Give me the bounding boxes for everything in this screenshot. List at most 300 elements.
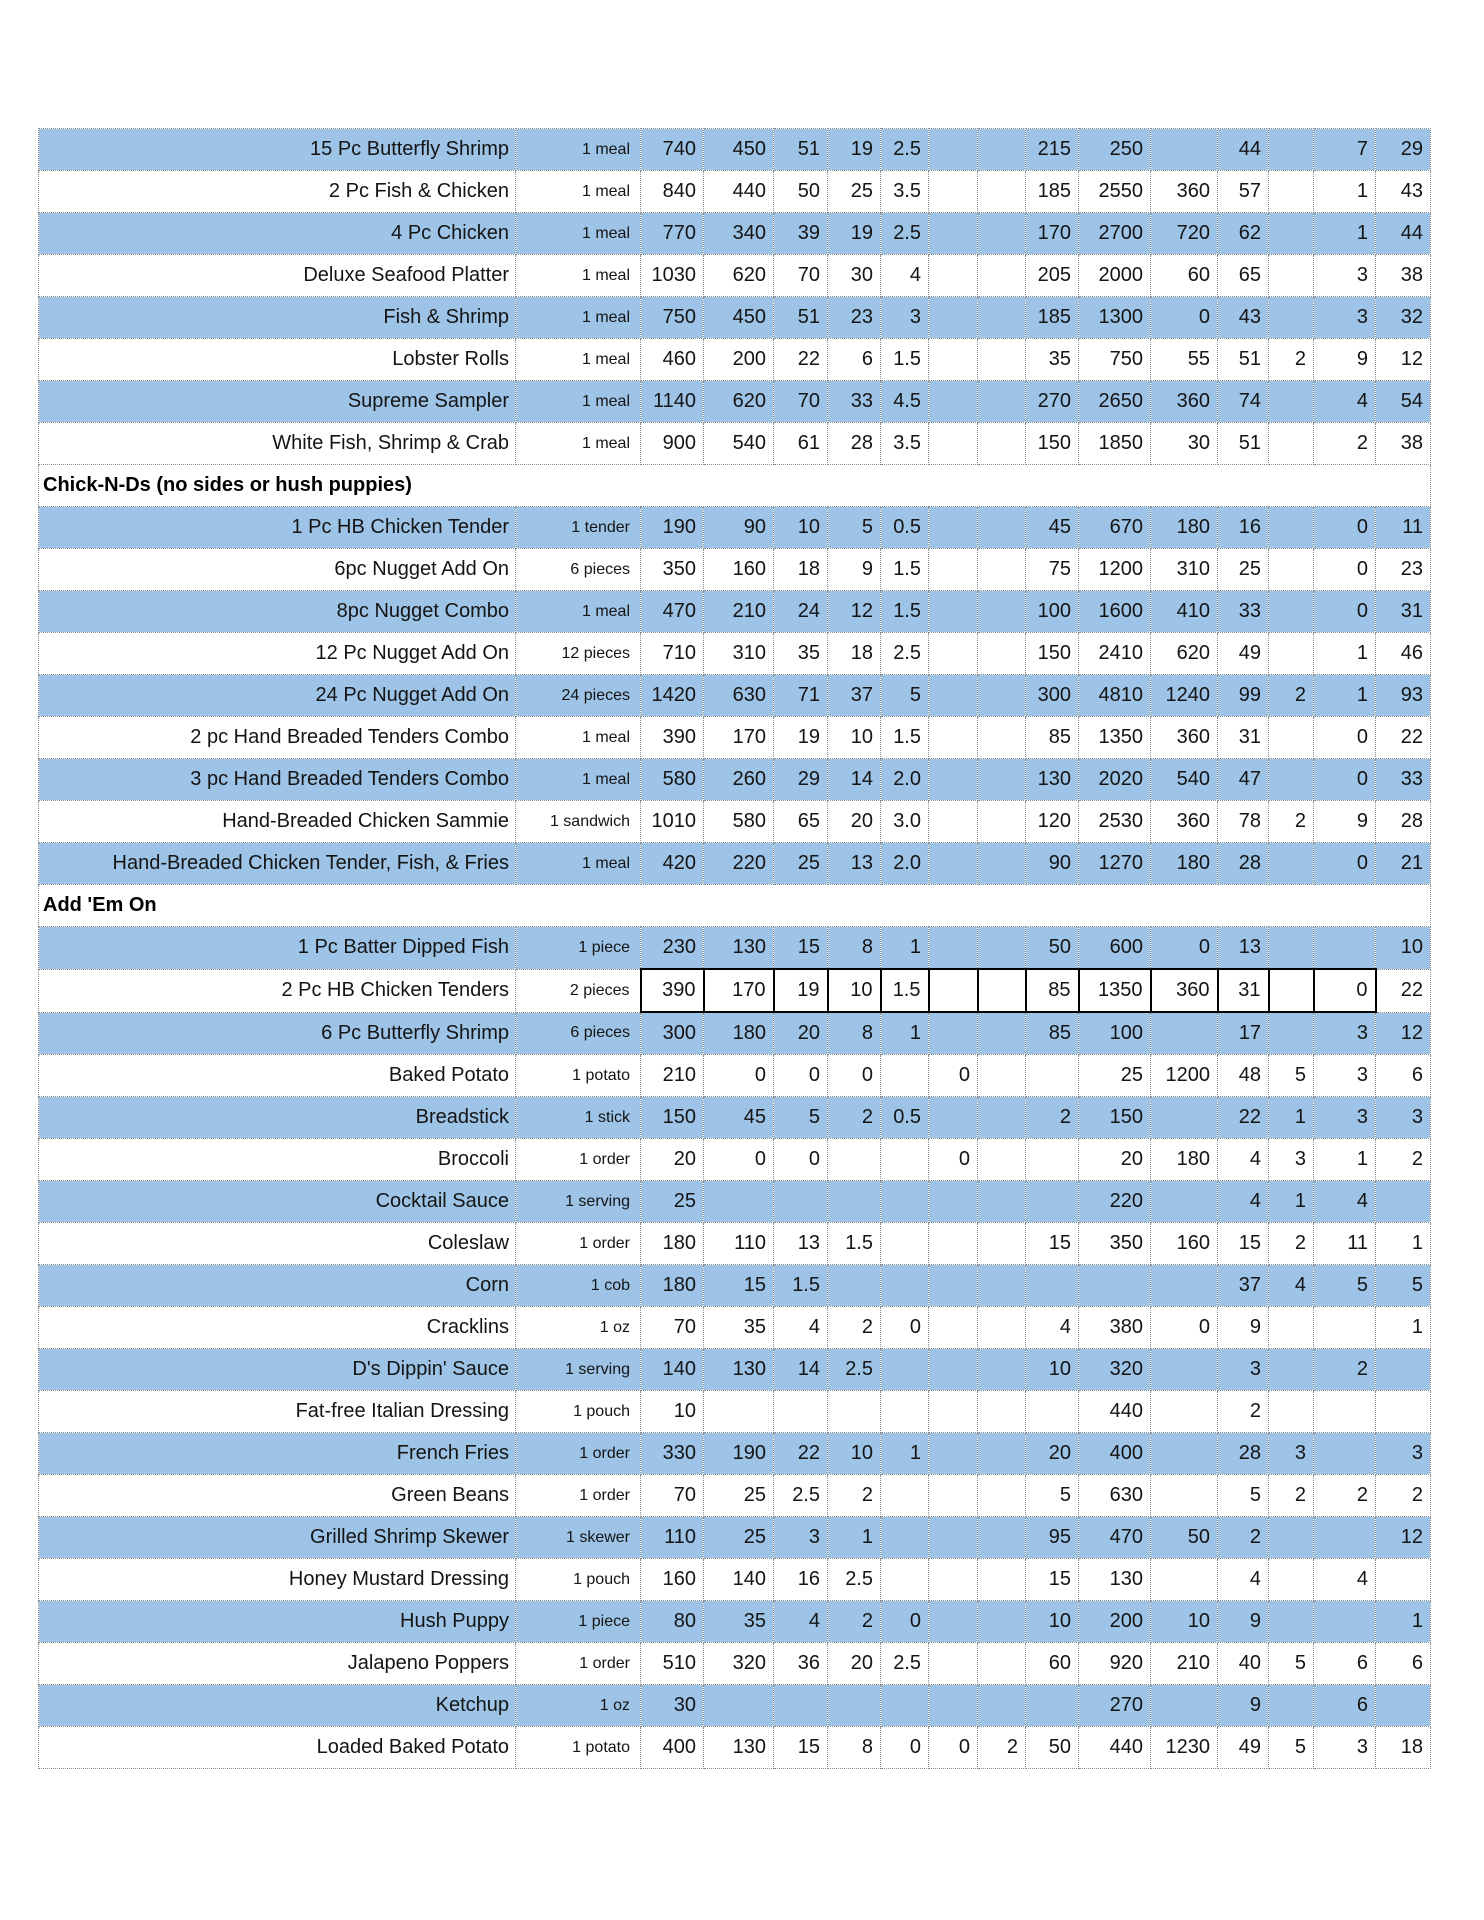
value-cell[interactable]: 0: [774, 1139, 828, 1181]
value-cell[interactable]: 750: [641, 297, 704, 339]
value-cell[interactable]: 3: [1376, 1097, 1431, 1139]
value-cell[interactable]: 44: [1218, 129, 1269, 171]
value-cell[interactable]: 1600: [1079, 591, 1151, 633]
value-cell[interactable]: 15: [1218, 1223, 1269, 1265]
value-cell[interactable]: 3: [1218, 1349, 1269, 1391]
value-cell[interactable]: 9: [1218, 1685, 1269, 1727]
value-cell[interactable]: 360: [1151, 717, 1218, 759]
value-cell[interactable]: [929, 1307, 978, 1349]
value-cell[interactable]: 0: [1314, 759, 1376, 801]
value-cell[interactable]: 190: [704, 1433, 774, 1475]
value-cell[interactable]: 19: [774, 717, 828, 759]
value-cell[interactable]: [978, 255, 1026, 297]
value-cell[interactable]: 2.5: [881, 129, 929, 171]
value-cell[interactable]: [1314, 927, 1376, 970]
serving-size-cell[interactable]: 1 order: [516, 1139, 641, 1181]
value-cell[interactable]: [929, 1433, 978, 1475]
value-cell[interactable]: 70: [641, 1307, 704, 1349]
value-cell[interactable]: 160: [704, 549, 774, 591]
value-cell[interactable]: 38: [1376, 423, 1431, 465]
value-cell[interactable]: 130: [1079, 1559, 1151, 1601]
item-name-cell[interactable]: Coleslaw: [39, 1223, 516, 1265]
value-cell[interactable]: [978, 1181, 1026, 1223]
value-cell[interactable]: [978, 1265, 1026, 1307]
value-cell[interactable]: 45: [704, 1097, 774, 1139]
value-cell[interactable]: 3: [1314, 297, 1376, 339]
value-cell[interactable]: [1151, 1012, 1218, 1055]
value-cell[interactable]: 22: [774, 1433, 828, 1475]
value-cell[interactable]: 46: [1376, 633, 1431, 675]
serving-size-cell[interactable]: 1 cob: [516, 1265, 641, 1307]
value-cell[interactable]: [881, 1559, 929, 1601]
value-cell[interactable]: 1350: [1079, 717, 1151, 759]
value-cell[interactable]: 28: [1218, 843, 1269, 885]
value-cell[interactable]: 210: [1151, 1643, 1218, 1685]
value-cell[interactable]: 5: [1269, 1055, 1314, 1097]
value-cell[interactable]: 29: [774, 759, 828, 801]
value-cell[interactable]: 12: [828, 591, 881, 633]
value-cell[interactable]: 28: [1218, 1433, 1269, 1475]
value-cell[interactable]: 340: [704, 213, 774, 255]
value-cell[interactable]: 2: [828, 1601, 881, 1643]
value-cell[interactable]: 2: [1314, 1475, 1376, 1517]
item-name-cell[interactable]: 15 Pc Butterfly Shrimp: [39, 129, 516, 171]
value-cell[interactable]: 140: [704, 1559, 774, 1601]
value-cell[interactable]: 0: [1314, 507, 1376, 549]
value-cell[interactable]: [1269, 549, 1314, 591]
value-cell[interactable]: 300: [1026, 675, 1079, 717]
value-cell[interactable]: [929, 423, 978, 465]
value-cell[interactable]: [978, 171, 1026, 213]
serving-size-cell[interactable]: 1 oz: [516, 1307, 641, 1349]
section-header-cell[interactable]: Chick-N-Ds (no sides or hush puppies): [39, 465, 1431, 507]
value-cell[interactable]: [1026, 1139, 1079, 1181]
item-name-cell[interactable]: 2 pc Hand Breaded Tenders Combo: [39, 717, 516, 759]
value-cell[interactable]: 1: [828, 1517, 881, 1559]
value-cell[interactable]: 93: [1376, 675, 1431, 717]
value-cell[interactable]: [1269, 1601, 1314, 1643]
value-cell[interactable]: [1151, 1181, 1218, 1223]
value-cell[interactable]: 3: [774, 1517, 828, 1559]
value-cell[interactable]: 440: [1079, 1391, 1151, 1433]
value-cell[interactable]: [881, 1055, 929, 1097]
value-cell[interactable]: 13: [774, 1223, 828, 1265]
value-cell[interactable]: 2: [828, 1307, 881, 1349]
value-cell[interactable]: [978, 1517, 1026, 1559]
value-cell[interactable]: 2.5: [828, 1559, 881, 1601]
value-cell[interactable]: 3: [1314, 1055, 1376, 1097]
serving-size-cell[interactable]: 1 meal: [516, 129, 641, 171]
value-cell[interactable]: 65: [774, 801, 828, 843]
value-cell[interactable]: 11: [1376, 507, 1431, 549]
value-cell[interactable]: 4: [881, 255, 929, 297]
value-cell[interactable]: 580: [641, 759, 704, 801]
value-cell[interactable]: [978, 297, 1026, 339]
item-name-cell[interactable]: 12 Pc Nugget Add On: [39, 633, 516, 675]
value-cell[interactable]: [828, 1391, 881, 1433]
value-cell[interactable]: 0: [774, 1055, 828, 1097]
value-cell[interactable]: [1269, 171, 1314, 213]
value-cell[interactable]: [1376, 1181, 1431, 1223]
serving-size-cell[interactable]: 2 pieces: [516, 969, 641, 1012]
value-cell[interactable]: 18: [1376, 1727, 1431, 1769]
value-cell[interactable]: [929, 381, 978, 423]
value-cell[interactable]: [929, 1475, 978, 1517]
value-cell[interactable]: 1420: [641, 675, 704, 717]
serving-size-cell[interactable]: 1 meal: [516, 213, 641, 255]
value-cell[interactable]: 110: [641, 1517, 704, 1559]
value-cell[interactable]: 33: [828, 381, 881, 423]
value-cell[interactable]: 220: [704, 843, 774, 885]
value-cell[interactable]: 1: [881, 1433, 929, 1475]
serving-size-cell[interactable]: 1 piece: [516, 1601, 641, 1643]
value-cell[interactable]: 2: [1314, 1349, 1376, 1391]
value-cell[interactable]: 0: [828, 1055, 881, 1097]
value-cell[interactable]: 10: [828, 1433, 881, 1475]
value-cell[interactable]: 1240: [1151, 675, 1218, 717]
value-cell[interactable]: 1: [1376, 1307, 1431, 1349]
value-cell[interactable]: 4: [1314, 381, 1376, 423]
item-name-cell[interactable]: D's Dippin' Sauce: [39, 1349, 516, 1391]
value-cell[interactable]: [1151, 1475, 1218, 1517]
value-cell[interactable]: [1026, 1181, 1079, 1223]
value-cell[interactable]: 920: [1079, 1643, 1151, 1685]
value-cell[interactable]: 1.5: [774, 1265, 828, 1307]
value-cell[interactable]: [978, 1012, 1026, 1055]
value-cell[interactable]: 170: [704, 969, 774, 1012]
value-cell[interactable]: 95: [1026, 1517, 1079, 1559]
value-cell[interactable]: 25: [704, 1517, 774, 1559]
value-cell[interactable]: 20: [641, 1139, 704, 1181]
value-cell[interactable]: [881, 1223, 929, 1265]
value-cell[interactable]: 0: [704, 1139, 774, 1181]
value-cell[interactable]: 2: [1269, 801, 1314, 843]
value-cell[interactable]: [978, 759, 1026, 801]
value-cell[interactable]: 2: [1218, 1517, 1269, 1559]
value-cell[interactable]: [774, 1685, 828, 1727]
value-cell[interactable]: 39: [774, 213, 828, 255]
value-cell[interactable]: 1.5: [881, 339, 929, 381]
value-cell[interactable]: 215: [1026, 129, 1079, 171]
value-cell[interactable]: [929, 1685, 978, 1727]
value-cell[interactable]: 20: [828, 801, 881, 843]
value-cell[interactable]: 3: [1269, 1433, 1314, 1475]
value-cell[interactable]: 1.5: [881, 591, 929, 633]
value-cell[interactable]: 1230: [1151, 1727, 1218, 1769]
value-cell[interactable]: 1140: [641, 381, 704, 423]
value-cell[interactable]: [929, 297, 978, 339]
value-cell[interactable]: 160: [641, 1559, 704, 1601]
value-cell[interactable]: 25: [774, 843, 828, 885]
value-cell[interactable]: 0: [929, 1055, 978, 1097]
value-cell[interactable]: 0: [881, 1307, 929, 1349]
value-cell[interactable]: 4: [1218, 1181, 1269, 1223]
value-cell[interactable]: 43: [1218, 297, 1269, 339]
value-cell[interactable]: [1151, 1685, 1218, 1727]
value-cell[interactable]: 0: [929, 1139, 978, 1181]
value-cell[interactable]: 0: [1314, 549, 1376, 591]
value-cell[interactable]: 40: [1218, 1643, 1269, 1685]
value-cell[interactable]: [978, 1055, 1026, 1097]
value-cell[interactable]: 210: [641, 1055, 704, 1097]
value-cell[interactable]: 23: [1376, 549, 1431, 591]
value-cell[interactable]: 330: [641, 1433, 704, 1475]
value-cell[interactable]: [978, 1643, 1026, 1685]
value-cell[interactable]: [881, 1475, 929, 1517]
value-cell[interactable]: [1269, 1685, 1314, 1727]
value-cell[interactable]: [1269, 759, 1314, 801]
value-cell[interactable]: 390: [641, 969, 704, 1012]
value-cell[interactable]: 2: [1269, 1475, 1314, 1517]
value-cell[interactable]: [978, 1685, 1026, 1727]
value-cell[interactable]: 10: [641, 1391, 704, 1433]
value-cell[interactable]: 1.5: [881, 717, 929, 759]
value-cell[interactable]: [1269, 1391, 1314, 1433]
value-cell[interactable]: [929, 1517, 978, 1559]
value-cell[interactable]: [1151, 1559, 1218, 1601]
value-cell[interactable]: 440: [704, 171, 774, 213]
value-cell[interactable]: 2700: [1079, 213, 1151, 255]
value-cell[interactable]: 750: [1079, 339, 1151, 381]
value-cell[interactable]: 32: [1376, 297, 1431, 339]
value-cell[interactable]: [881, 1265, 929, 1307]
value-cell[interactable]: [1151, 1433, 1218, 1475]
value-cell[interactable]: 49: [1218, 633, 1269, 675]
value-cell[interactable]: 18: [828, 633, 881, 675]
value-cell[interactable]: 10: [774, 507, 828, 549]
value-cell[interactable]: [1269, 969, 1314, 1012]
value-cell[interactable]: 78: [1218, 801, 1269, 843]
value-cell[interactable]: [929, 1391, 978, 1433]
value-cell[interactable]: 15: [774, 1727, 828, 1769]
item-name-cell[interactable]: Cracklins: [39, 1307, 516, 1349]
value-cell[interactable]: [978, 633, 1026, 675]
value-cell[interactable]: [978, 1139, 1026, 1181]
value-cell[interactable]: 2: [1269, 339, 1314, 381]
serving-size-cell[interactable]: 6 pieces: [516, 1012, 641, 1055]
value-cell[interactable]: 150: [641, 1097, 704, 1139]
value-cell[interactable]: 0.5: [881, 1097, 929, 1139]
value-cell[interactable]: 620: [1151, 633, 1218, 675]
value-cell[interactable]: 2: [1376, 1139, 1431, 1181]
item-name-cell[interactable]: Grilled Shrimp Skewer: [39, 1517, 516, 1559]
serving-size-cell[interactable]: 1 serving: [516, 1349, 641, 1391]
value-cell[interactable]: [1269, 927, 1314, 970]
value-cell[interactable]: 1: [1314, 675, 1376, 717]
value-cell[interactable]: [1269, 381, 1314, 423]
value-cell[interactable]: 9: [1314, 339, 1376, 381]
value-cell[interactable]: [929, 717, 978, 759]
value-cell[interactable]: [1269, 297, 1314, 339]
value-cell[interactable]: 100: [1079, 1012, 1151, 1055]
value-cell[interactable]: 62: [1218, 213, 1269, 255]
item-name-cell[interactable]: French Fries: [39, 1433, 516, 1475]
item-name-cell[interactable]: White Fish, Shrimp & Crab: [39, 423, 516, 465]
value-cell[interactable]: 38: [1376, 255, 1431, 297]
value-cell[interactable]: 14: [774, 1349, 828, 1391]
value-cell[interactable]: [1026, 1391, 1079, 1433]
value-cell[interactable]: 3.5: [881, 423, 929, 465]
value-cell[interactable]: 2: [1026, 1097, 1079, 1139]
value-cell[interactable]: 51: [774, 297, 828, 339]
value-cell[interactable]: 160: [1151, 1223, 1218, 1265]
value-cell[interactable]: 1: [1376, 1601, 1431, 1643]
value-cell[interactable]: [929, 1349, 978, 1391]
value-cell[interactable]: [978, 675, 1026, 717]
value-cell[interactable]: 150: [1026, 423, 1079, 465]
value-cell[interactable]: 4: [774, 1307, 828, 1349]
value-cell[interactable]: 5: [1218, 1475, 1269, 1517]
value-cell[interactable]: 37: [828, 675, 881, 717]
value-cell[interactable]: 450: [704, 297, 774, 339]
serving-size-cell[interactable]: 1 tender: [516, 507, 641, 549]
value-cell[interactable]: 30: [641, 1685, 704, 1727]
value-cell[interactable]: [978, 339, 1026, 381]
value-cell[interactable]: 1: [1314, 171, 1376, 213]
value-cell[interactable]: 17: [1218, 1012, 1269, 1055]
value-cell[interactable]: 1.5: [881, 969, 929, 1012]
item-name-cell[interactable]: Lobster Rolls: [39, 339, 516, 381]
value-cell[interactable]: [929, 1643, 978, 1685]
value-cell[interactable]: [978, 927, 1026, 970]
value-cell[interactable]: 4: [1269, 1265, 1314, 1307]
value-cell[interactable]: 170: [1026, 213, 1079, 255]
value-cell[interactable]: [1269, 1559, 1314, 1601]
value-cell[interactable]: [1376, 1685, 1431, 1727]
item-name-cell[interactable]: Broccoli: [39, 1139, 516, 1181]
value-cell[interactable]: 1: [1314, 1139, 1376, 1181]
value-cell[interactable]: 9: [1314, 801, 1376, 843]
value-cell[interactable]: 1: [1269, 1097, 1314, 1139]
value-cell[interactable]: 360: [1151, 381, 1218, 423]
value-cell[interactable]: [978, 129, 1026, 171]
value-cell[interactable]: [774, 1181, 828, 1223]
item-name-cell[interactable]: 8pc Nugget Combo: [39, 591, 516, 633]
value-cell[interactable]: 130: [704, 1349, 774, 1391]
value-cell[interactable]: 600: [1079, 927, 1151, 970]
value-cell[interactable]: 380: [1079, 1307, 1151, 1349]
value-cell[interactable]: [1314, 1601, 1376, 1643]
value-cell[interactable]: 2650: [1079, 381, 1151, 423]
value-cell[interactable]: 51: [774, 129, 828, 171]
value-cell[interactable]: 70: [774, 255, 828, 297]
value-cell[interactable]: 29: [1376, 129, 1431, 171]
value-cell[interactable]: 450: [704, 129, 774, 171]
value-cell[interactable]: [929, 507, 978, 549]
value-cell[interactable]: [1269, 633, 1314, 675]
value-cell[interactable]: 70: [774, 381, 828, 423]
value-cell[interactable]: 5: [1269, 1643, 1314, 1685]
value-cell[interactable]: [828, 1685, 881, 1727]
value-cell[interactable]: 1200: [1079, 549, 1151, 591]
value-cell[interactable]: 0.5: [881, 507, 929, 549]
value-cell[interactable]: 22: [1218, 1097, 1269, 1139]
value-cell[interactable]: [1314, 1433, 1376, 1475]
value-cell[interactable]: 3.0: [881, 801, 929, 843]
value-cell[interactable]: 390: [641, 717, 704, 759]
value-cell[interactable]: 51: [1218, 423, 1269, 465]
value-cell[interactable]: [881, 1349, 929, 1391]
value-cell[interactable]: [929, 129, 978, 171]
item-name-cell[interactable]: 6 Pc Butterfly Shrimp: [39, 1012, 516, 1055]
value-cell[interactable]: [1376, 1391, 1431, 1433]
value-cell[interactable]: 2: [978, 1727, 1026, 1769]
serving-size-cell[interactable]: 1 oz: [516, 1685, 641, 1727]
value-cell[interactable]: 1010: [641, 801, 704, 843]
value-cell[interactable]: 9: [1218, 1601, 1269, 1643]
value-cell[interactable]: 13: [1218, 927, 1269, 970]
value-cell[interactable]: 2410: [1079, 633, 1151, 675]
value-cell[interactable]: 36: [774, 1643, 828, 1685]
value-cell[interactable]: 11: [1314, 1223, 1376, 1265]
value-cell[interactable]: [1269, 213, 1314, 255]
value-cell[interactable]: [1376, 1559, 1431, 1601]
value-cell[interactable]: 580: [704, 801, 774, 843]
value-cell[interactable]: 260: [704, 759, 774, 801]
value-cell[interactable]: [1314, 1307, 1376, 1349]
value-cell[interactable]: 740: [641, 129, 704, 171]
value-cell[interactable]: [929, 591, 978, 633]
value-cell[interactable]: 670: [1079, 507, 1151, 549]
value-cell[interactable]: 0: [1314, 969, 1376, 1012]
serving-size-cell[interactable]: 24 pieces: [516, 675, 641, 717]
value-cell[interactable]: 0: [1314, 717, 1376, 759]
value-cell[interactable]: 630: [704, 675, 774, 717]
value-cell[interactable]: 43: [1376, 171, 1431, 213]
value-cell[interactable]: [1314, 1391, 1376, 1433]
value-cell[interactable]: 300: [641, 1012, 704, 1055]
value-cell[interactable]: 10: [1026, 1349, 1079, 1391]
value-cell[interactable]: 130: [704, 1727, 774, 1769]
value-cell[interactable]: 0: [1151, 297, 1218, 339]
value-cell[interactable]: 35: [704, 1307, 774, 1349]
value-cell[interactable]: [1079, 1265, 1151, 1307]
value-cell[interactable]: 99: [1218, 675, 1269, 717]
value-cell[interactable]: 30: [828, 255, 881, 297]
value-cell[interactable]: 24: [774, 591, 828, 633]
value-cell[interactable]: 2.5: [774, 1475, 828, 1517]
value-cell[interactable]: 4: [1314, 1181, 1376, 1223]
value-cell[interactable]: 400: [1079, 1433, 1151, 1475]
value-cell[interactable]: [828, 1181, 881, 1223]
value-cell[interactable]: 19: [828, 213, 881, 255]
value-cell[interactable]: 19: [828, 129, 881, 171]
value-cell[interactable]: 0: [704, 1055, 774, 1097]
value-cell[interactable]: 1350: [1079, 969, 1151, 1012]
value-cell[interactable]: 4.5: [881, 381, 929, 423]
value-cell[interactable]: 10: [828, 717, 881, 759]
item-name-cell[interactable]: 2 Pc HB Chicken Tenders: [39, 969, 516, 1012]
value-cell[interactable]: [1314, 1517, 1376, 1559]
serving-size-cell[interactable]: 1 order: [516, 1475, 641, 1517]
value-cell[interactable]: 12: [1376, 339, 1431, 381]
value-cell[interactable]: 51: [1218, 339, 1269, 381]
value-cell[interactable]: [978, 1475, 1026, 1517]
value-cell[interactable]: 170: [704, 717, 774, 759]
value-cell[interactable]: 7: [1314, 129, 1376, 171]
item-name-cell[interactable]: Ketchup: [39, 1685, 516, 1727]
value-cell[interactable]: [978, 801, 1026, 843]
value-cell[interactable]: 200: [704, 339, 774, 381]
value-cell[interactable]: [978, 381, 1026, 423]
value-cell[interactable]: 60: [1151, 255, 1218, 297]
value-cell[interactable]: 2: [1376, 1475, 1431, 1517]
value-cell[interactable]: 210: [704, 591, 774, 633]
serving-size-cell[interactable]: 1 meal: [516, 255, 641, 297]
value-cell[interactable]: [929, 1097, 978, 1139]
value-cell[interactable]: 3: [1314, 1012, 1376, 1055]
value-cell[interactable]: 10: [1151, 1601, 1218, 1643]
